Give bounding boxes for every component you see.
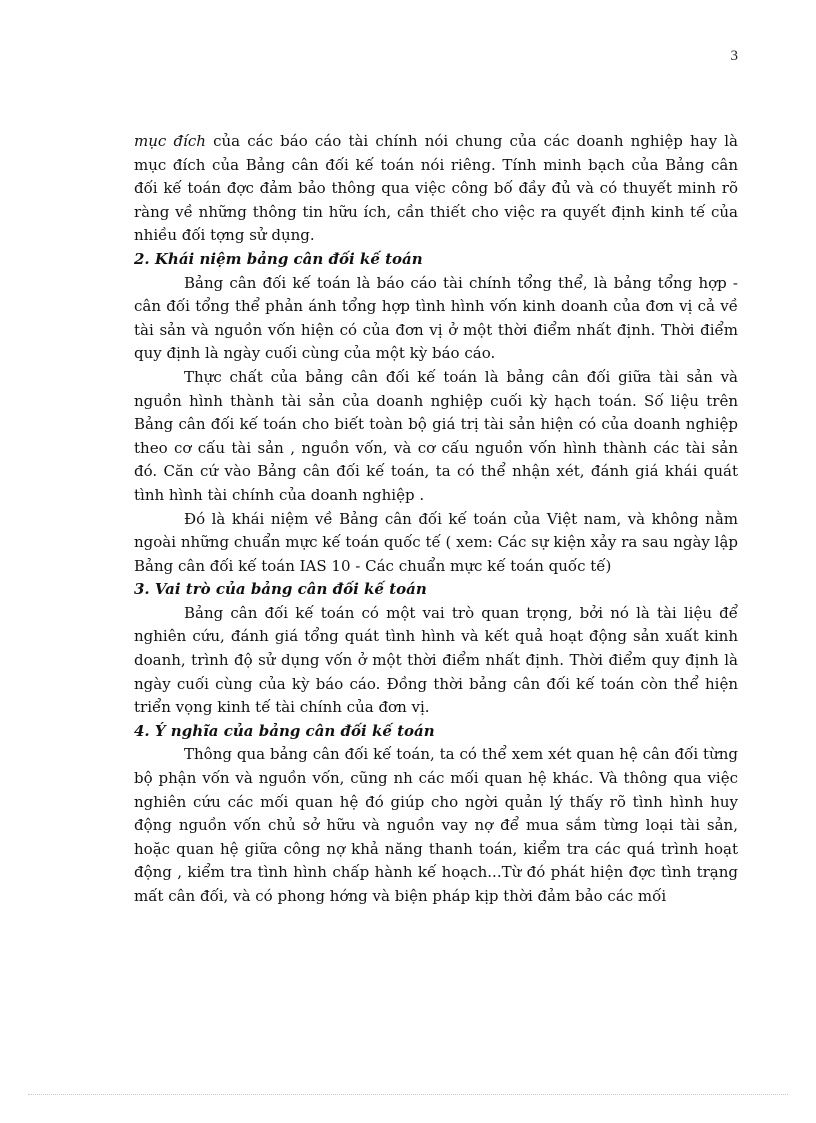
document-body [134,130,738,909]
paragraph-concept-definition: Bảng cân đối kế toán là báo cáo tài chính tổng thể, là bảng tổng hợp - cân đối tổng thể phản ánh tổng hợp tình hình vốn kinh doanh của đơn vị cả về tài sản và nguồn vốn hiện có của đơn vị ở một thời điểm nhất định. Thời điểm quy định là ngày cuối cùng của một kỳ báo cáo. [134,273,738,363]
paragraph-concept-essence: Thực chất của bảng cân đối kế toán là bảng cân đối giữa tài sản và nguồn hình thành tài sản của doanh nghiệp cuối kỳ hạch toán. Số liệu trên Bảng cân đối kế toán cho biết toàn bộ giá trị tài sản hiện có của doanh nghiệp theo cơ cấu tài sản , nguồn vốn, và cơ cấu nguồn vốn hình thành các tài sản đó. Căn cứ vào Bảng cân đối kế toán, ta có thể nhận xét, đánh giá khái quát tình hình tài chính của doanh nghiệp . [134,367,738,504]
paragraph-text: của các báo cáo tài chính nói chung của các doanh nghiệp hay là mục đích của Bảng cân đối kế toán nói riêng. Tính minh bạch của Bảng cân đối kế toán đợc đảm bảo thông qua việc công bố đầy đủ và có thuyết minh rõ ràng về những thông tin hữu ích, cần thiết cho việc ra quyết định kinh tế của nhiều đối tợng sử dụng. [134,132,739,245]
section-heading-role: 3. Vai trò của bảng cân đối kế toán [134,580,427,599]
section-heading-concept: 2. Khái niệm bảng cân đối kế toán [134,249,423,268]
page-bottom-divider [28,1094,788,1095]
section-heading-meaning: 4. Ý nghĩa của bảng cân đối kế toán [134,721,435,740]
italic-lead-text: mục đích [134,132,206,150]
page-number: 3 [730,48,738,64]
paragraph-role: Bảng cân đối kế toán có một vai trò quan trọng, bởi nó là tài liệu để nghiên cứu, đánh giá tổng quát tình hình và kết quả hoạt động sản xuất kinh doanh, trình độ sử dụng vốn ở một thời điểm nhất định. Thời điểm quy định là ngày cuối cùng của kỳ báo cáo. Đồng thời bảng cân đối kế toán còn thể hiện triển vọng kinh tế tài chính của đơn vị. [134,603,738,717]
paragraph-meaning: Thông qua bảng cân đối kế toán, ta có thể xem xét quan hệ cân đối từng bộ phận vốn và nguồn vốn, cũng nh các mối quan hệ khác. Và thông qua việc nghiên cứu các mối quan hệ đó giúp cho ngời quản lý thấy rõ tình hình huy động nguồn vốn chủ sở hữu và nguồn vay nợ để mua sắm từng loại tài sản, hoặc quan hệ giữa công nợ khả năng thanh toán, kiểm tra các quá trình hoạt động , kiểm tra tình hình chấp hành kế hoạch...Từ đó phát hiện đợc tình trạng mất cân đối, và có phong hớng và biện pháp kịp thời đảm bảo các mối [134,745,738,905]
paragraph-concept-international: Đó là khái niệm về Bảng cân đối kế toán của Việt nam, và không nằm ngoài những chuẩn mực kế toán quốc tế ( xem: Các sự kiện xảy ra sau ngày lập Bảng cân đối kế toán IAS 10 - Các chuẩn mực kế toán quốc tế) [134,509,738,575]
paragraph-continuation [134,130,738,248]
